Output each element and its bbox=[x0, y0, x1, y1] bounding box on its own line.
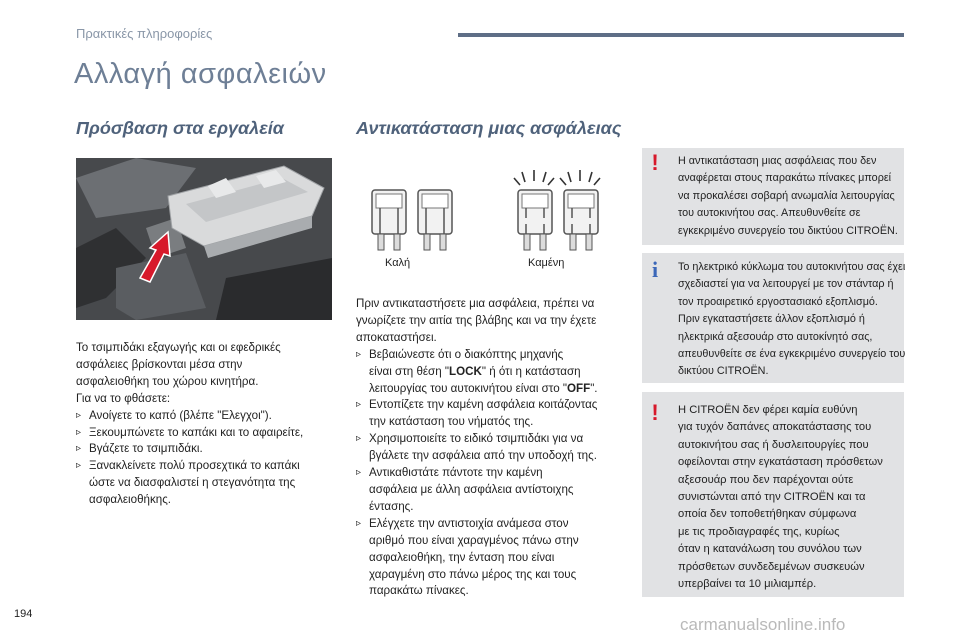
text-line: την κατάσταση του νήματός της. bbox=[369, 415, 534, 429]
text-line: υπερβαίνει τα 10 μιλιαμπέρ. bbox=[678, 578, 817, 591]
text-fragment: είναι στη θέση " bbox=[369, 364, 450, 378]
text-line: ασφαλειοθήκης. bbox=[89, 493, 172, 507]
bullet-item bbox=[356, 431, 624, 465]
bullet-item bbox=[356, 516, 624, 601]
access-instructions bbox=[76, 340, 338, 509]
bullet-item bbox=[76, 458, 338, 509]
info-note-electrical-circuit bbox=[642, 253, 904, 383]
text-line: για τυχόν δαπάνες αποκατάστασης του bbox=[678, 421, 872, 434]
text-line: Πριν αντικαταστήσετε μια ασφάλεια, πρέπει να bbox=[356, 297, 595, 310]
warning-icon: ! bbox=[651, 400, 659, 425]
bullet-icon: ▹ bbox=[76, 460, 82, 472]
text-line: Πριν εγκαταστήσετε άλλον εξοπλισμό ή bbox=[678, 313, 865, 326]
note-text bbox=[678, 153, 898, 240]
text-line: Το τσιμπιδάκι εξαγωγής και οι εφεδρικές bbox=[76, 341, 281, 354]
text-line: ασφαλειοθήκη του χώρου κινητήρα. bbox=[76, 374, 259, 388]
text-line: Βεβαιώνεστε ότι ο διακόπτης μηχανής bbox=[369, 347, 564, 361]
text-line: του αυτοκινήτου σας. Απευθυνθείτε σε bbox=[678, 207, 861, 220]
text-fragment: " ή ότι η κατάσταση bbox=[481, 364, 581, 378]
text-line: αξεσουάρ που δεν παρέχονται ούτε bbox=[678, 473, 854, 486]
text-line: εγκεκριμένο συνεργείο του δικτύου CITROËN. bbox=[678, 224, 898, 237]
bullet-icon: ▹ bbox=[356, 467, 362, 479]
bullet-icon: ▹ bbox=[356, 348, 362, 360]
blown-fuse-icon bbox=[514, 170, 600, 250]
page-number: 194 bbox=[14, 608, 33, 620]
bullet-icon: ▹ bbox=[76, 443, 82, 455]
text-line: συνιστώνται από την CITROËN και τα bbox=[678, 491, 866, 504]
bullet-icon: ▹ bbox=[356, 399, 362, 411]
text-line: σχεδιαστεί για να λειτουργεί με τον στάνταρ ή bbox=[678, 278, 894, 291]
bullet-item bbox=[356, 347, 624, 398]
text-line: τον προαιρετικό εργοστασιακό εξοπλισμό. bbox=[678, 295, 878, 308]
text-line: Χρησιμοποιείτε το ειδικό τσιμπιδάκι για να bbox=[369, 432, 584, 446]
text-line: πρόσθετων συνδεδεμένων συσκευών bbox=[678, 560, 865, 573]
note-text bbox=[678, 402, 898, 593]
bullet-icon: ▹ bbox=[356, 517, 362, 529]
watermark: carmanualsonline.info bbox=[680, 615, 846, 634]
text-line: Ξανακλείνετε πολύ προσεχτικά το καπάκι bbox=[89, 459, 300, 473]
text-line: Το ηλεκτρικό κύκλωμα του αυτοκινήτου σας έχει bbox=[678, 261, 906, 273]
text-line: Αντικαθιστάτε πάντοτε την καμένη bbox=[369, 466, 543, 480]
text-line: να προκαλέσει σοβαρή ανωμαλία λειτουργίας bbox=[678, 189, 895, 202]
blown-fuse-label: Καμένη bbox=[528, 257, 565, 269]
text-line: χαραγμένη στο πάνω μέρος της και τους bbox=[369, 567, 577, 581]
warning-note-liability bbox=[642, 392, 904, 597]
text-line: Η αντικατάσταση μιας ασφάλειας που δεν bbox=[678, 155, 877, 167]
text-line: Βγάζετε το τσιμπιδάκι. bbox=[89, 442, 203, 456]
text-line: ασφάλεια με άλλη ασφάλεια αντίστοιχης bbox=[369, 482, 574, 496]
header-divider bbox=[458, 33, 904, 37]
text-line: Για να το φθάσετε: bbox=[76, 391, 171, 405]
bullet-item bbox=[76, 425, 338, 442]
text-line: ασφαλειοθήκη, την ένταση που είναι bbox=[369, 550, 555, 564]
bullet-item bbox=[76, 408, 338, 425]
warning-note-fuse-tables bbox=[642, 148, 904, 245]
text-line: Η CITROËN δεν φέρει καμία ευθύνη bbox=[678, 404, 858, 416]
text-line: όταν η κατανάλωση του συνόλου των bbox=[678, 543, 862, 556]
bullet-item bbox=[356, 397, 624, 431]
note-text bbox=[678, 259, 906, 381]
bullet-item bbox=[356, 465, 624, 516]
text-line: γνωρίζετε την αιτία της βλάβης και να την έχετε bbox=[356, 313, 597, 327]
text-line: παρακάτω πίνακες. bbox=[369, 584, 469, 598]
info-icon: i bbox=[651, 257, 659, 282]
bullet-icon: ▹ bbox=[76, 409, 82, 421]
good-fuse-icon bbox=[372, 190, 452, 250]
text-line: δικτύου CITROËN. bbox=[678, 365, 769, 378]
off-keyword: OFF bbox=[567, 381, 591, 395]
bullet-icon: ▹ bbox=[76, 426, 82, 438]
text-line: ασφάλειες βρίσκονται μέσα στην bbox=[76, 357, 243, 371]
text-line: οποία δεν τοποθετήθηκαν σύμφωνα bbox=[678, 508, 857, 521]
engine-bay-photo bbox=[76, 158, 332, 320]
text-line: βγάλετε την ασφάλεια από την υποδοχή της. bbox=[369, 449, 597, 463]
text-line: έντασης. bbox=[369, 499, 414, 513]
text-line: οφείλονται στην εγκατάσταση πρόσθετων bbox=[678, 456, 883, 469]
text-line: Ελέγχετε την αντιστοιχία ανάμεσα στον bbox=[369, 516, 569, 530]
text-line: αυτοκινήτου σας ή δυσλειτουργίες που bbox=[678, 438, 869, 451]
page-title: Αλλαγή ασφαλειών bbox=[74, 58, 327, 90]
text-fragment: λειτουργίας του αυτοκινήτου είναι στο " bbox=[369, 381, 567, 395]
replace-instructions bbox=[356, 296, 624, 600]
text-fragment: ". bbox=[590, 381, 598, 395]
text-line: Ανοίγετε το καπό (βλέπε "Ελεγχοι"). bbox=[89, 408, 272, 422]
access-section-title: Πρόσβαση στα εργαλεία bbox=[76, 118, 284, 138]
text-line: αναφέρεται στους παρακάτω πίνακες μπορεί bbox=[678, 172, 892, 185]
text-line bbox=[369, 364, 624, 381]
warning-icon: ! bbox=[651, 150, 659, 175]
text-line: Ξεκουμπώνετε το καπάκι και το αφαιρείτε, bbox=[89, 425, 304, 439]
bullet-icon: ▹ bbox=[356, 433, 362, 445]
section-header: Πρακτικές πληροφορίες bbox=[76, 26, 213, 41]
text-line: απευθυνθείτε σε ένα εγκεκριμένο συνεργείο του bbox=[678, 348, 906, 361]
text-line: αποκαταστήσει. bbox=[356, 330, 437, 344]
text-line: ηλεκτρικά αξεσουάρ στο αυτοκίνητό σας, bbox=[678, 330, 873, 343]
text-line: αριθμό που είναι χαραγμένος πάνω στην bbox=[369, 533, 579, 547]
text-line: ώστε να διασφαλιστεί η στεγανότητα της bbox=[89, 476, 296, 490]
text-line bbox=[369, 381, 624, 398]
text-line: με τις προδιαγραφές της, κυρίως bbox=[678, 525, 840, 538]
replace-section-title: Αντικατάσταση μιας ασφάλειας bbox=[356, 118, 622, 138]
lock-keyword: LOCK bbox=[449, 364, 482, 378]
bullet-item bbox=[76, 441, 338, 458]
good-fuse-label: Καλή bbox=[385, 257, 411, 269]
text-line: Εντοπίζετε την καμένη ασφάλεια κοιτάζοντας bbox=[369, 398, 598, 412]
